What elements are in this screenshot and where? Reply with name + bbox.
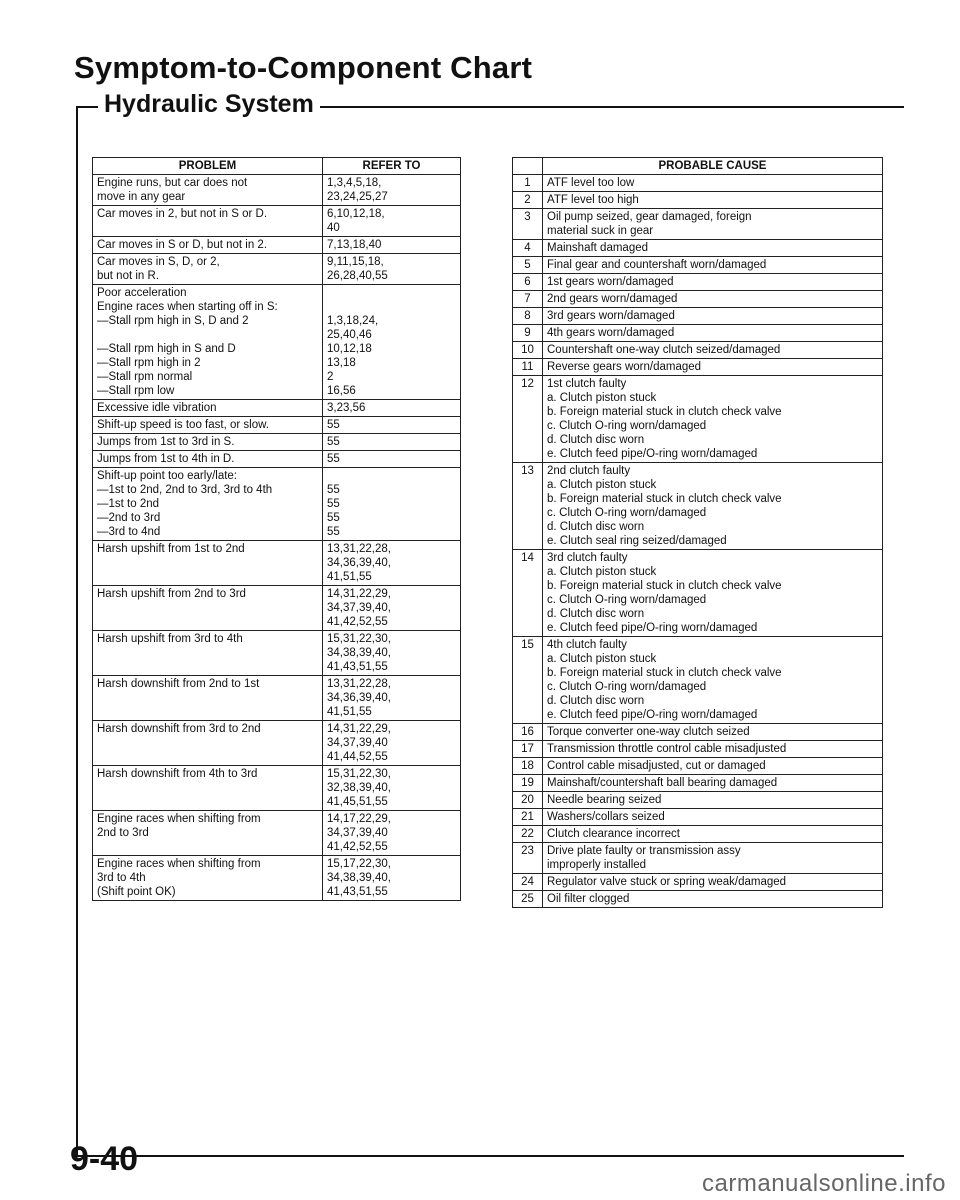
cause-description [543,550,883,637]
problem-line: —2nd to 3rd [97,512,161,524]
problem-row [93,175,461,206]
refer-to-line: 15,31,22,30, [327,633,391,645]
cause-description [543,192,883,209]
cause-line: 4th clutch faulty [547,639,627,651]
problem-cell [93,676,323,721]
cause-number-header [513,158,543,175]
problem-row [93,417,461,434]
refer-to-line: 6,10,12,18, [327,208,385,220]
cause-line: ATF level too low [547,177,635,189]
refer-to-line: 41,42,52,55 [327,616,388,628]
problem-cell [93,631,323,676]
problem-row [93,468,461,541]
problem-cell [93,206,323,237]
cause-row [513,175,883,192]
cause-line: Final gear and countershaft worn/damaged [547,259,767,271]
cause-line: 2nd gears worn/damaged [547,293,678,305]
problem-line: Jumps from 1st to 3rd in S. [97,436,235,448]
refer-to-line: 55 [327,419,340,431]
cause-row [513,463,883,550]
refer-to-cell [323,468,461,541]
cause-description [543,792,883,809]
refer-to-line: 34,37,39,40 [327,737,388,749]
problem-row [93,451,461,468]
cause-line: a. Clutch piston stuck [547,392,657,404]
problem-line: —1st to 2nd [97,498,160,510]
refer-to-line: 34,36,39,40, [327,557,391,569]
cause-row [513,274,883,291]
section-heading: Hydraulic System [98,90,320,119]
cause-row [513,741,883,758]
cause-number: 20 [513,792,543,809]
cause-row [513,724,883,741]
refer-to-cell [323,811,461,856]
refer-to-cell [323,285,461,400]
refer-to-line: 55 [327,526,340,538]
refer-to-line: 41,42,52,55 [327,841,388,853]
cause-line: d. Clutch disc worn [547,521,645,533]
refer-to-line: 13,18 [327,357,356,369]
cause-description [543,826,883,843]
cause-line: Regulator valve stuck or spring weak/damaged [547,876,787,888]
problem-line: Harsh upshift from 1st to 2nd [97,543,245,555]
cause-line: 1st clutch faulty [547,378,627,390]
cause-row [513,325,883,342]
refer-to-line: 25,40,46 [327,329,372,341]
cause-line: Reverse gears worn/damaged [547,361,702,373]
cause-number: 10 [513,342,543,359]
problem-line: —Stall rpm high in 2 [97,357,201,369]
refer-to-line: 23,24,25,27 [327,191,388,203]
cause-line: Washers/collars seized [547,811,665,823]
frame-bottom-rule [76,1155,904,1157]
cause-row [513,775,883,792]
problem-line: —3rd to 4nd [97,526,161,538]
problem-cell [93,468,323,541]
cause-line: c. Clutch O-ring worn/damaged [547,507,707,519]
cause-line: b. Foreign material stuck in clutch check valve [547,493,782,505]
cause-line: d. Clutch disc worn [547,695,645,707]
problem-line: Harsh upshift from 2nd to 3rd [97,588,246,600]
refer-to-line: 13,31,22,28, [327,678,391,690]
cause-line: improperly installed [547,859,647,871]
cause-description [543,209,883,240]
problem-cell [93,434,323,451]
cause-description [543,809,883,826]
cause-number: 12 [513,376,543,463]
problem-cell [93,586,323,631]
problem-line: —1st to 2nd, 2nd to 3rd, 3rd to 4th [97,484,273,496]
refer-to-line: 34,37,39,40 [327,827,388,839]
cause-row [513,758,883,775]
refer-to-line: 1,3,18,24, [327,315,379,327]
problem-row [93,254,461,285]
cause-row [513,240,883,257]
refer-to-line: 41,43,51,55 [327,886,388,898]
cause-line: b. Foreign material stuck in clutch check valve [547,580,782,592]
refer-to-line: 14,17,22,29, [327,813,391,825]
cause-line: Mainshaft/countershaft ball bearing damaged [547,777,778,789]
problem-column-header: PROBLEM [93,158,323,175]
refer-to-line: 34,37,39,40, [327,602,391,614]
cause-row [513,359,883,376]
cause-description [543,240,883,257]
problem-line: Engine races when shifting from [97,858,261,870]
cause-number: 4 [513,240,543,257]
cause-description [543,175,883,192]
refer-to-line: 3,23,56 [327,402,366,414]
cause-line: ATF level too high [547,194,639,206]
cause-row [513,891,883,908]
problem-row [93,631,461,676]
cause-line: Transmission throttle control cable misadjusted [547,743,787,755]
cause-line: d. Clutch disc worn [547,608,645,620]
cause-description [543,376,883,463]
cause-row [513,874,883,891]
cause-row [513,192,883,209]
refer-to-line [327,469,456,483]
cause-description [543,874,883,891]
refer-to-line: 32,38,39,40, [327,782,391,794]
refer-to-line: 16,56 [327,385,356,397]
problem-line: —Stall rpm high in S, D and 2 [97,315,249,327]
cause-description [543,257,883,274]
cause-line: a. Clutch piston stuck [547,479,657,491]
refer-to-line: 41,45,51,55 [327,796,388,808]
cause-number: 5 [513,257,543,274]
refer-to-line: 26,28,40,55 [327,270,388,282]
problem-cell [93,285,323,400]
cause-row [513,792,883,809]
cause-number: 23 [513,843,543,874]
cause-number: 19 [513,775,543,792]
cause-row [513,809,883,826]
refer-to-line [327,286,456,300]
cause-line: 1st gears worn/damaged [547,276,674,288]
problem-line: Poor acceleration [97,287,187,299]
refer-to-cell [323,175,461,206]
cause-number: 3 [513,209,543,240]
refer-to-cell [323,541,461,586]
refer-to-cell [323,434,461,451]
cause-row [513,843,883,874]
cause-line: d. Clutch disc worn [547,434,645,446]
refer-to-line: 55 [327,453,340,465]
refer-to-cell [323,451,461,468]
cause-description [543,463,883,550]
cause-description [543,325,883,342]
cause-row [513,826,883,843]
problem-cell [93,856,323,901]
refer-to-cell [323,856,461,901]
refer-to-cell [323,254,461,285]
cause-row [513,257,883,274]
problem-line: Harsh downshift from 2nd to 1st [97,678,260,690]
cause-number: 24 [513,874,543,891]
problem-cell [93,175,323,206]
refer-to-cell [323,631,461,676]
problem-line: 2nd to 3rd [97,827,149,839]
cause-line: a. Clutch piston stuck [547,653,657,665]
refer-to-line: 7,13,18,40 [327,239,382,251]
refer-to-cell [323,586,461,631]
problem-cell [93,237,323,254]
refer-to-cell [323,237,461,254]
cause-line: b. Foreign material stuck in clutch check valve [547,667,782,679]
problem-line: Shift-up speed is too fast, or slow. [97,419,269,431]
refer-to-line: 55 [327,512,340,524]
cause-number: 22 [513,826,543,843]
refer-to-cell [323,676,461,721]
cause-line: Countershaft one-way clutch seized/damaged [547,344,781,356]
problem-line: Excessive idle vibration [97,402,217,414]
problem-line: move in any gear [97,191,186,203]
refer-to-line: 34,36,39,40, [327,692,391,704]
cause-number: 15 [513,637,543,724]
problem-line: Car moves in S or D, but not in 2. [97,239,268,251]
problem-line: Jumps from 1st to 4th in D. [97,453,235,465]
problem-line: Car moves in 2, but not in S or D. [97,208,268,220]
problem-row [93,856,461,901]
cause-number: 9 [513,325,543,342]
problem-line: but not in R. [97,270,160,282]
cause-row [513,342,883,359]
refer-to-line: 15,31,22,30, [327,768,391,780]
refer-to-line: 55 [327,436,340,448]
cause-line: Drive plate faulty or transmission assy [547,845,741,857]
cause-line: a. Clutch piston stuck [547,566,657,578]
frame-left-rule [76,106,78,1156]
problem-cell [93,400,323,417]
cause-number: 13 [513,463,543,550]
problem-cell [93,811,323,856]
cause-line: 4th gears worn/damaged [547,327,675,339]
refer-to-line: 9,11,15,18, [327,256,384,268]
refer-to-line [327,300,456,314]
cause-description [543,359,883,376]
refer-to-line: 2 [327,371,334,383]
refer-to-line: 1,3,4,5,18, [327,177,382,189]
problem-row [93,676,461,721]
cause-line: e. Clutch feed pipe/O-ring worn/damaged [547,709,758,721]
cause-description [543,843,883,874]
refer-to-cell [323,206,461,237]
probable-cause-header: PROBABLE CAUSE [543,158,883,175]
cause-number: 25 [513,891,543,908]
problem-line: 3rd to 4th [97,872,146,884]
refer-to-line: 41,51,55 [327,706,372,718]
cause-number: 7 [513,291,543,308]
refer-to-cell [323,417,461,434]
cause-line: b. Foreign material stuck in clutch check valve [547,406,782,418]
cause-number: 1 [513,175,543,192]
problem-line: Harsh downshift from 3rd to 2nd [97,723,261,735]
cause-line: 3rd clutch faulty [547,552,628,564]
problem-line: Car moves in S, D, or 2, [97,256,220,268]
cause-line: c. Clutch O-ring worn/damaged [547,681,707,693]
problem-line: Engine runs, but car does not [97,177,248,189]
problem-row [93,586,461,631]
problem-row [93,541,461,586]
refer-to-line: 14,31,22,29, [327,723,391,735]
problem-line: Harsh upshift from 3rd to 4th [97,633,243,645]
cause-line: e. Clutch feed pipe/O-ring worn/damaged [547,622,758,634]
refer-to-line: 13,31,22,28, [327,543,391,555]
cause-line: material suck in gear [547,225,654,237]
cause-line: Oil pump seized, gear damaged, foreign [547,211,752,223]
problem-cell [93,254,323,285]
cause-number: 21 [513,809,543,826]
cause-line: Torque converter one-way clutch seized [547,726,750,738]
cause-number: 17 [513,741,543,758]
refer-to-line: 14,31,22,29, [327,588,391,600]
problem-cell [93,766,323,811]
problem-table [92,157,461,901]
problem-cell [93,721,323,766]
page-title: Symptom-to-Component Chart [74,50,533,85]
refer-to-cell [323,400,461,417]
page-number: 9-40 [70,1140,139,1178]
cause-line: c. Clutch O-ring worn/damaged [547,594,707,606]
cause-description [543,291,883,308]
problem-line [97,328,318,342]
cause-number: 16 [513,724,543,741]
cause-line: 2nd clutch faulty [547,465,631,477]
problem-row [93,811,461,856]
cause-number: 11 [513,359,543,376]
cause-line: e. Clutch feed pipe/O-ring worn/damaged [547,448,758,460]
cause-line: Control cable misadjusted, cut or damaged [547,760,766,772]
refer-to-cell [323,721,461,766]
problem-row [93,285,461,400]
refer-to-line: 55 [327,498,340,510]
cause-description [543,758,883,775]
cause-number: 6 [513,274,543,291]
cause-line: Needle bearing seized [547,794,662,806]
cause-description [543,274,883,291]
watermark: carmanualsonline.info [702,1170,946,1197]
cause-line: c. Clutch O-ring worn/damaged [547,420,707,432]
cause-line: Mainshaft damaged [547,242,649,254]
problem-line: —Stall rpm normal [97,371,193,383]
refer-to-line: 34,38,39,40, [327,647,391,659]
cause-description [543,308,883,325]
problem-row [93,434,461,451]
cause-number: 18 [513,758,543,775]
cause-line: Clutch clearance incorrect [547,828,680,840]
refer-to-line: 41,43,51,55 [327,661,388,673]
cause-row [513,209,883,240]
cause-number: 14 [513,550,543,637]
problem-row [93,400,461,417]
problem-line: (Shift point OK) [97,886,176,898]
cause-description [543,741,883,758]
problem-line: Harsh downshift from 4th to 3rd [97,768,258,780]
problem-row [93,721,461,766]
cause-line: e. Clutch seal ring seized/damaged [547,535,727,547]
cause-row [513,376,883,463]
problem-row [93,206,461,237]
problem-line: Engine races when starting off in S: [97,301,278,313]
refer-to-line: 55 [327,484,340,496]
cause-description [543,775,883,792]
probable-cause-table [512,157,883,908]
problem-line: Shift-up point too early/late: [97,470,237,482]
problem-line: —Stall rpm high in S and D [97,343,236,355]
problem-cell [93,451,323,468]
refer-to-line: 40 [327,222,340,234]
refer-to-line: 15,17,22,30, [327,858,391,870]
cause-description [543,637,883,724]
refer-to-line: 34,38,39,40, [327,872,391,884]
problem-row [93,766,461,811]
cause-description [543,724,883,741]
refer-to-line: 41,51,55 [327,571,372,583]
cause-row [513,291,883,308]
problem-row [93,237,461,254]
cause-row [513,308,883,325]
cause-description [543,342,883,359]
cause-row [513,550,883,637]
problem-line: Engine races when shifting from [97,813,261,825]
cause-number: 2 [513,192,543,209]
cause-row [513,637,883,724]
refer-to-column-header: REFER TO [323,158,461,175]
cause-line: 3rd gears worn/damaged [547,310,675,322]
cause-number: 8 [513,308,543,325]
problem-line: —Stall rpm low [97,385,175,397]
cause-description [543,891,883,908]
problem-cell [93,541,323,586]
refer-to-line: 41,44,52,55 [327,751,388,763]
cause-line: Oil filter clogged [547,893,630,905]
refer-to-cell [323,766,461,811]
refer-to-line: 10,12,18 [327,343,372,355]
problem-cell [93,417,323,434]
